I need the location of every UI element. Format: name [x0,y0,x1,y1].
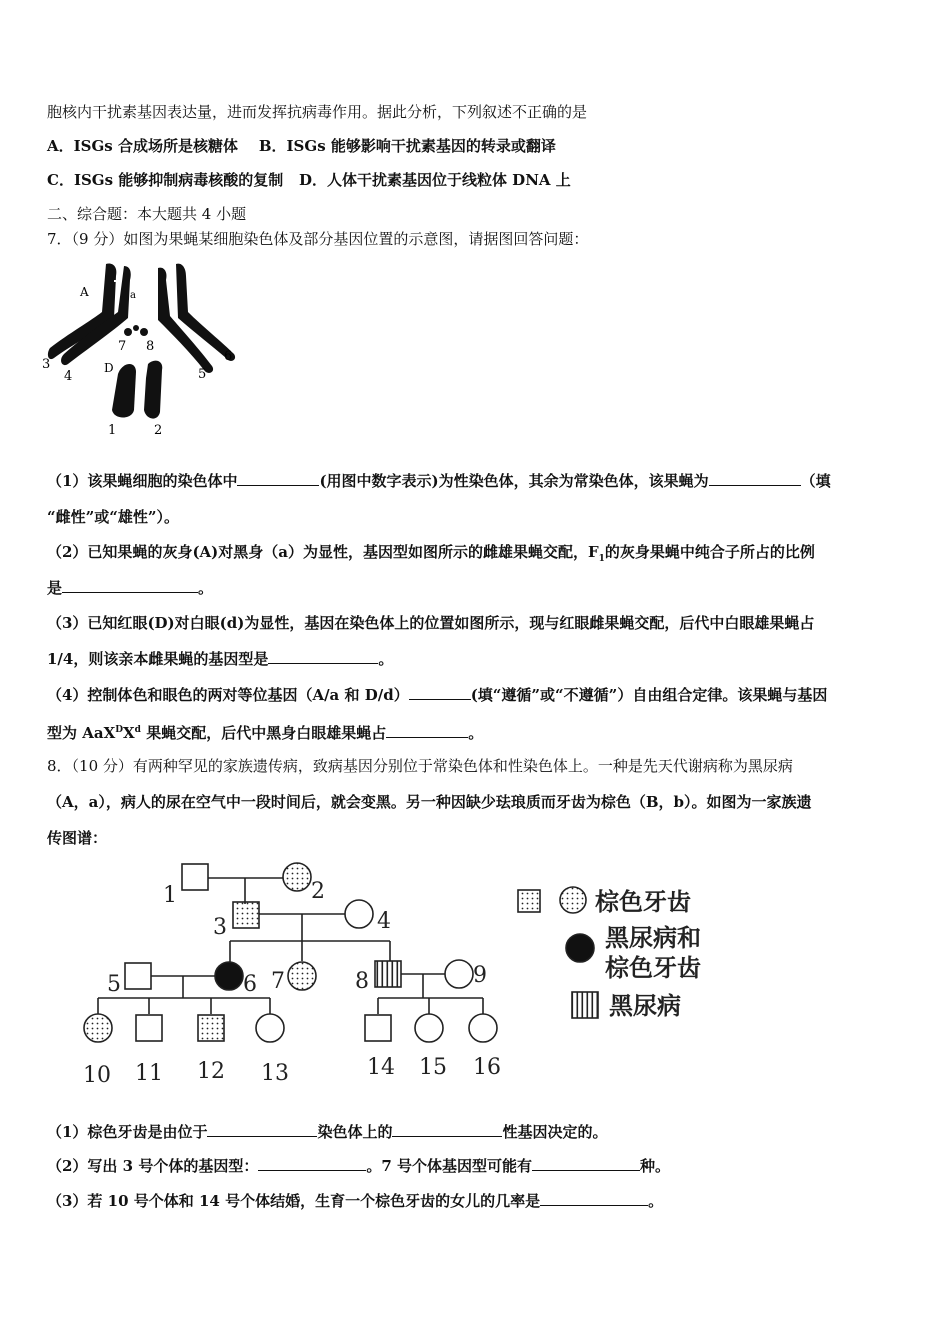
q6-options-row-2 [47,170,571,190]
q8-p1: （1）棕色牙齿是由位于 染色体上的 性基因决定的。 [47,1123,608,1141]
svg-text:1: 1 [163,883,177,908]
legend-brown-male-icon [518,890,540,912]
q6-options-row-1 [47,136,556,156]
legend-both-line1: 黑尿病和 [605,923,701,952]
individual-6 [215,962,243,990]
label-2: 2 [154,423,163,438]
q7-p1-line1: （1）该果蝇细胞的染色体中 (用图中数字表示)为性染色体，其余为常染色体，该果蝇为 （填 [47,472,831,490]
q7-p3-line1: （3）已知红眼(D)对白眼(d)为显性，基因在染色体上的位置如图所示，现与红眼雌果蝇交配，后代中白眼雄果蝇占 [47,614,815,632]
label-D: D [104,361,114,375]
q7-p2-line2: 是 。 [47,579,214,597]
individual-1 [182,864,208,890]
label-a: a [130,290,136,301]
legend-brown-teeth: 棕色牙齿 [595,887,691,916]
q7-p4-line1: （4）控制体色和眼色的两对等位基因（A/a 和 D/d） (填“遵循”或“不遵循”）自由组合定律。该果蝇与基因 [47,686,828,704]
individual-16 [469,1014,497,1042]
q6-option-c: C．ISGs 能够抑制病毒核酸的复制 [47,171,284,189]
chromosome-2 [144,361,162,419]
individual-12 [198,1015,224,1041]
svg-text:12: 12 [197,1059,225,1084]
q7-blank-5[interactable] [409,685,471,700]
q6-stem-tail: 胞核内干扰素基因表达量，进而发挥抗病毒作用。据此分析，下列叙述不正确的是 [47,103,588,121]
legend-alkaptonuria-icon [572,992,598,1018]
q7-p4-line2: 型为 $AaX^DX^d$ 果蝇交配，后代中黑身白眼雄果蝇占 。 [47,724,484,742]
label-3: 3 [42,357,51,372]
label-8: 8 [146,339,155,354]
q6-option-d: D．人体干扰素基因位于线粒体 DNA 上 [298,171,571,189]
q7-p2-line1: （2）已知果蝇的灰身(A)对黑身（a）为显性，基因型如图所示的雌雄果蝇交配，$F_1$的灰身果蝇中纯合子所占的比例 [47,543,815,564]
chromosome-8 [140,328,148,336]
q7-header: 7．（9 分）如图为果蝇某细胞染色体及部分基因位置的示意图，请据图回答问题： [47,230,589,248]
q8-blank-3[interactable] [258,1156,366,1171]
svg-text:7: 7 [271,969,285,994]
svg-text:3: 3 [213,915,227,940]
section-title: 二、综合题：本大题共 4 小题 [47,205,247,223]
individual-8 [375,961,401,987]
label-6: 6 [224,349,233,364]
label-1: 1 [108,423,117,438]
pedigree-figure [75,856,725,1088]
q7-blank-6[interactable] [386,723,468,738]
svg-text:2: 2 [311,879,325,904]
q7-p1-line2: “雌性”或“雄性”）。 [47,508,180,526]
individual-14 [365,1015,391,1041]
legend-both-line2: 棕色牙齿 [605,953,701,982]
q6-option-a: A．ISGs 合成场所是核糖体 [47,137,238,155]
individual-5 [125,963,151,989]
individual-10 [84,1014,112,1042]
svg-text:11: 11 [135,1061,163,1086]
q8-line2: （A，a），病人的尿在空气中一段时间后，就会变黑。另一种因缺少珐琅质而牙齿为棕色（B，b）。如图为一家族遗 [47,793,812,811]
pedigree-legend [518,887,598,1018]
individual-3 [233,902,259,928]
legend-alkaptonuria: 黑尿病 [609,991,681,1020]
svg-text:14: 14 [367,1055,395,1080]
q7-blank-3[interactable] [62,578,198,593]
svg-text:16: 16 [473,1055,501,1080]
label-5: 5 [198,367,207,382]
chromosome-7 [124,328,132,336]
q8-blank-2[interactable] [392,1122,502,1137]
svg-text:6: 6 [243,972,257,997]
chromosome-1 [112,364,136,418]
q6-option-b: B．ISGs 能够影响干扰素基因的转录或翻译 [258,137,556,155]
q7-blank-1[interactable] [237,471,319,486]
q8-blank-1[interactable] [207,1122,317,1137]
label-A: A [80,285,89,299]
q8-line1: 8．（10 分）有两种罕见的家族遗传病，致病基因分别位于常染色体和性染色体上。一种是先天代谢病称为黑尿病 [47,757,793,775]
q7-blank-2[interactable] [709,471,801,486]
legend-brown-female-icon [560,887,586,913]
svg-text:9: 9 [473,963,487,988]
individual-2 [283,863,311,891]
label-4: 4 [64,369,73,384]
svg-text:10: 10 [83,1063,111,1088]
legend-both-icon [566,934,594,962]
individual-7 [288,962,316,990]
individual-11 [136,1015,162,1041]
label-7: 7 [118,339,127,354]
q8-p3: （3）若 10 号个体和 14 号个体结婚，生育一个棕色牙齿的女儿的几率是 。 [47,1192,664,1210]
q8-blank-4[interactable] [532,1156,640,1171]
q7-blank-4[interactable] [268,649,378,664]
q8-line3: 传图谱： [47,829,108,847]
individual-4 [345,900,373,928]
q8-p2: （2）写出 3 号个体的基因型： 。7 号个体基因型可能有 种。 [47,1157,671,1175]
q7-p3-line2: 1/4，则该亲本雌果蝇的基因型是 。 [47,650,394,668]
svg-text:5: 5 [107,972,121,997]
svg-text:15: 15 [419,1055,447,1080]
svg-text:4: 4 [377,909,391,934]
svg-text:8: 8 [355,969,369,994]
q8-blank-5[interactable] [540,1191,648,1206]
svg-text:13: 13 [261,1061,289,1086]
individual-13 [256,1014,284,1042]
individual-9 [445,960,473,988]
individual-15 [415,1014,443,1042]
chromosome-figure [40,258,250,438]
